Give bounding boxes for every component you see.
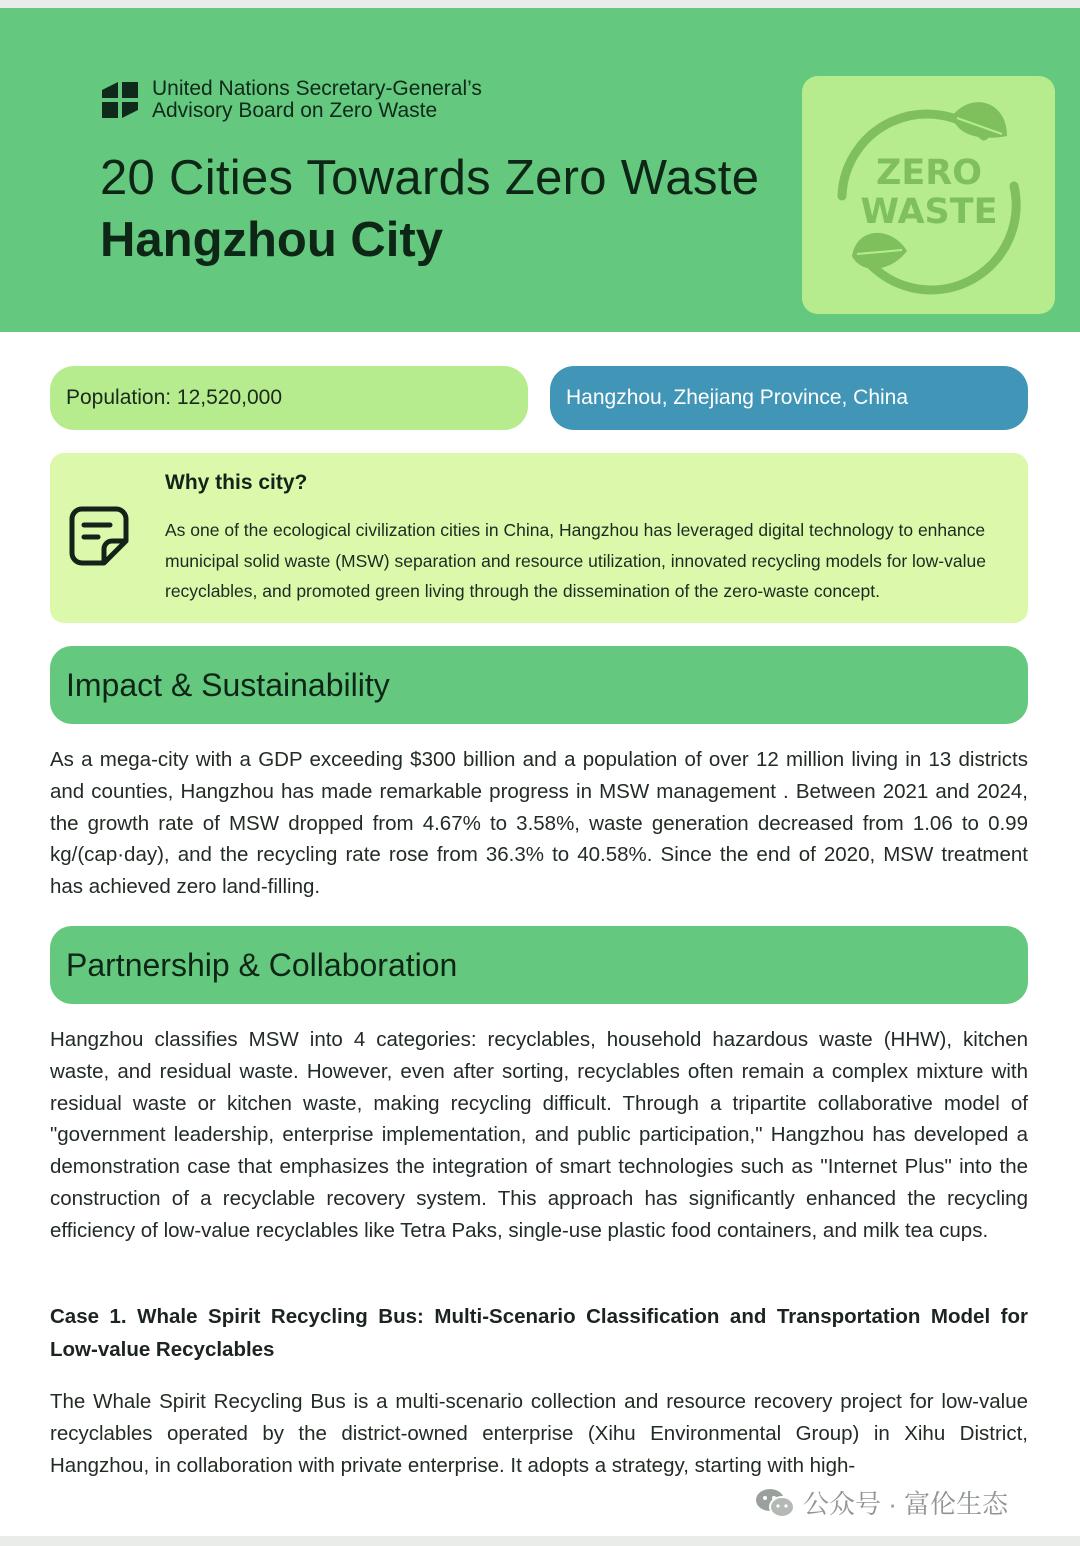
case-1-paragraph: The Whale Spirit Recycling Bus is a multi-scenario collection and resource recovery project for low-value recyclables operated by the district-owned enterprise (Xihu Environmental Group) in Xihu District, Hangzhou, in collaboration with private enterprise. It adopts a strategy, starting with high- — [50, 1390, 1028, 1477]
impact-paragraph: As a mega-city with a GDP exceeding $300 billion and a population of over 12 million living in 13 districts and counties, Hangzhou has made remarkable progress in MSW management . Between 2021 and 2024, the growth rate of MSW dropped from 4.67% to 3.58%, waste generation decreased from 1.06 to 0.99 kg/(cap·day), and the recycling rate rose from 36.3% to 40.58%. Since the end of 2020, MSW treatment has achieved zero land-filling. — [50, 748, 1028, 899]
organization-block — [100, 78, 482, 122]
org-line-2: Advisory Board on Zero Waste — [152, 99, 438, 122]
why-this-city-box — [50, 453, 1028, 623]
why-body: As one of the ecological civilization cities in China, Hangzhou has leveraged digital technology to enhance municipal solid waste (MSW) separation and resource utilization, innovated recycling models for low-value recyclables, and promoted green living through the dissemination of the zero-waste concept. — [165, 520, 986, 601]
why-title: Why this city? — [165, 471, 308, 494]
zero-waste-emblem-icon — [802, 76, 1055, 314]
impact-heading — [50, 646, 1028, 724]
impact-heading-text: Impact & Sustainability — [66, 666, 390, 703]
partnership-paragraph: Hangzhou classifies MSW into 4 categories: recyclables, household hazardous waste (HHW), kitchen waste, and residual waste. However, even after sorting, recyclables often remain a complex mixture with residual waste or kitchen waste, making recycling difficult. Through a tripartite collaborative model of "government leadership, enterprise implementation, and public participation," Hangzhou has developed a demonstration case that emphasizes the integration of smart technologies such as "Internet Plus" into the construction of a recyclable recovery system. This approach has significantly enhanced the recycling efficiency of low-value recyclables like Tetra Paks, single-use plastic food containers, and milk tea cups. — [50, 1028, 1028, 1242]
watermark-text: 公众号 · 富伦生态 — [803, 1489, 1009, 1519]
badge-line-2: WASTE — [860, 192, 998, 232]
organization-name — [152, 78, 482, 122]
badge-line-1: ZERO — [876, 153, 982, 193]
document-title: 20 Cities Towards Zero Waste — [100, 151, 760, 205]
location-pill — [550, 366, 1028, 430]
city-name: Hangzhou City — [100, 213, 443, 267]
wechat-watermark — [755, 1484, 1008, 1521]
zero-waste-badge — [802, 76, 1055, 314]
population-text: Population: 12,520,000 — [66, 386, 283, 409]
org-line-1: United Nations Secretary-General’s — [152, 77, 482, 100]
population-pill — [50, 366, 528, 430]
document-page — [0, 8, 1080, 1536]
case-1-title: Case 1. Whale Spirit Recycling Bus: Multi-Scenario Classification and Transportation Model for Low-value Recyclables — [50, 1305, 1028, 1361]
note-icon — [68, 505, 130, 567]
partnership-heading — [50, 926, 1028, 1004]
partnership-heading-text: Partnership & Collaboration — [66, 946, 458, 983]
wechat-icon — [755, 1487, 795, 1519]
un-advisory-board-logo-icon — [100, 80, 140, 120]
location-text: Hangzhou, Zhejiang Province, China — [566, 386, 909, 409]
header-banner — [0, 8, 1080, 332]
